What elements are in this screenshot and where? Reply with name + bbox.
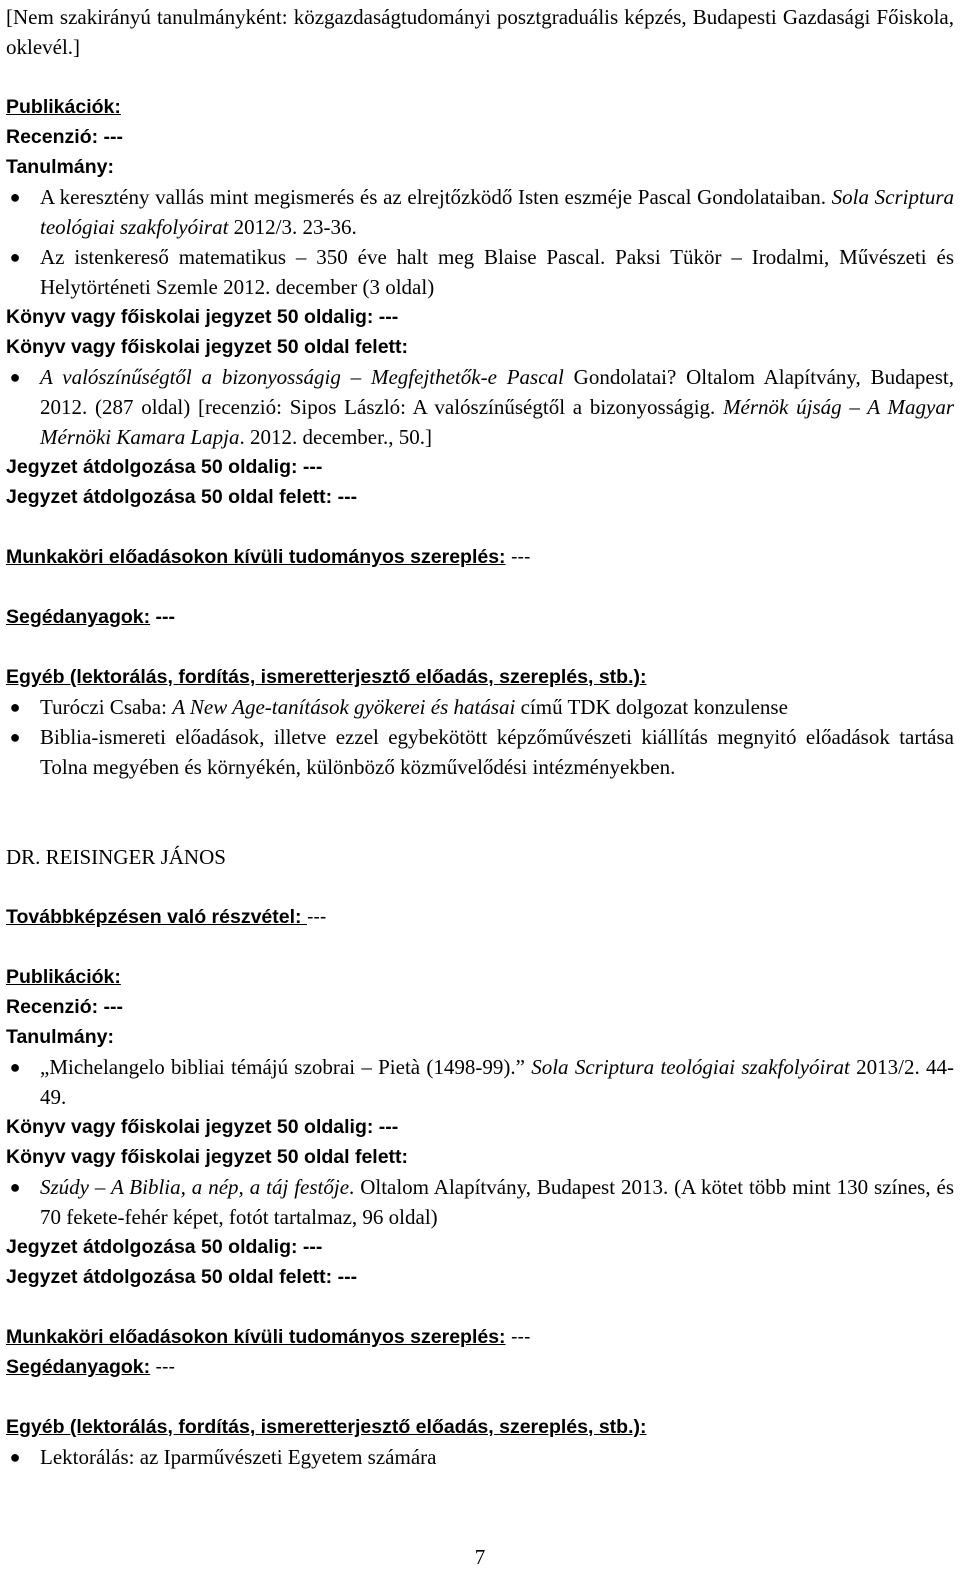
other-heading: Egyéb (lektorálás, fordítás, ismeretterjesztő előadás, szereplés, stb.):	[6, 1416, 647, 1438]
scientific-appearance-line: Munkaköri előadásokon kívüli tudományos szereplés: ---	[6, 1326, 531, 1348]
publications-heading: Publikációk:	[6, 966, 121, 988]
other-list	[6, 1442, 954, 1472]
list-item: ● A valószínűségtől a bizonyosságig – Megfejthetők-e Pascal Gondolatai? Oltalom Alapítvány, Budapest, 2012. (287 oldal) [recenzió: Sipos László: A valószínűségtől a bizonyosságig. Mérnök újság – A Magyar Mérnöki Kamara Lapja. 2012. december., 50.]	[6, 362, 954, 452]
study-list	[6, 182, 954, 302]
review-line: Recenzió: ---	[6, 126, 124, 148]
other-heading: Egyéb (lektorálás, fordítás, ismeretterjesztő előadás, szereplés, stb.):	[6, 666, 647, 688]
list-item: ● Turóczi Csaba: A New Age-tanítások gyökerei és hatásai című TDK dolgozat konzulense	[6, 692, 954, 722]
list-item: ● A keresztény vallás mint megismerés és az elrejtőzködő Isten eszméje Pascal Gondolataiban. Sola Scriptura teológiai szakfolyóirat 2012/3. 23-36.	[6, 182, 954, 242]
review-line: Recenzió: ---	[6, 996, 124, 1018]
other-list	[6, 692, 954, 782]
book-over-50-heading: Könyv vagy főiskolai jegyzet 50 oldal felett:	[6, 1146, 409, 1168]
notes-under-50-line: Jegyzet átdolgozása 50 oldalig: ---	[6, 1236, 323, 1258]
aids-line: Segédanyagok: ---	[6, 606, 176, 628]
list-item: ● Lektorálás: az Iparművészeti Egyetem számára	[6, 1442, 954, 1472]
person-name: DR. REISINGER JÁNOS	[6, 845, 226, 869]
bullet-icon: ●	[9, 247, 21, 267]
book-under-50-line: Könyv vagy főiskolai jegyzet 50 oldalig: ---	[6, 306, 399, 328]
further-training-line: Továbbképzésen való részvétel: ---	[6, 906, 327, 928]
publications-heading: Publikációk:	[6, 96, 121, 118]
book-under-50-line: Könyv vagy főiskolai jegyzet 50 oldalig: ---	[6, 1116, 399, 1138]
intro-text: [Nem szakirányú tanulmányként: közgazdaságtudományi posztgraduális képzés, Budapesti Gazdasági Főiskola, oklevél.]	[6, 5, 954, 59]
list-item: ● Szúdy – A Biblia, a nép, a táj festője. Oltalom Alapítvány, Budapest 2013. (A kötet több mint 130 színes, és 70 fekete-fehér képet, fotót tartalmaz, 96 oldal)	[6, 1172, 954, 1232]
list-item: ● Biblia-ismereti előadások, illetve ezzel egybekötött képzőművészeti kiállítás megnyitó előadások tartása Tolna megyében és környékén, különböző közművelődési intézményekben.	[6, 722, 954, 782]
book-list	[6, 1172, 954, 1232]
page-number: 7	[474, 1545, 486, 1569]
notes-over-50-line: Jegyzet átdolgozása 50 oldal felett: ---	[6, 486, 358, 508]
study-heading: Tanulmány:	[6, 1026, 114, 1048]
study-heading: Tanulmány:	[6, 156, 114, 178]
list-item: ● „Michelangelo bibliai témájú szobrai – Pietà (1498-99).” Sola Scriptura teológiai szakfolyóirat 2013/2. 44-49.	[6, 1052, 954, 1112]
bullet-icon: ●	[9, 187, 21, 207]
bullet-icon: ●	[9, 1177, 21, 1197]
list-item: ● Az istenkereső matematikus – 350 éve halt meg Blaise Pascal. Paksi Tükör – Irodalmi, Művészeti és Helytörténeti Szemle 2012. december (3 oldal)	[6, 242, 954, 302]
bullet-icon: ●	[9, 1447, 21, 1467]
study-list	[6, 1052, 954, 1112]
book-list	[6, 362, 954, 452]
document-page	[6, 2, 954, 1472]
bullet-icon: ●	[9, 367, 21, 387]
bullet-icon: ●	[9, 727, 21, 747]
book-over-50-heading: Könyv vagy főiskolai jegyzet 50 oldal felett:	[6, 336, 409, 358]
bullet-icon: ●	[9, 1057, 21, 1077]
bullet-icon: ●	[9, 697, 21, 717]
notes-under-50-line: Jegyzet átdolgozása 50 oldalig: ---	[6, 456, 323, 478]
aids-line: Segédanyagok: ---	[6, 1356, 176, 1378]
scientific-appearance-line: Munkaköri előadásokon kívüli tudományos szereplés: ---	[6, 546, 531, 568]
notes-over-50-line: Jegyzet átdolgozása 50 oldal felett: ---	[6, 1266, 358, 1288]
